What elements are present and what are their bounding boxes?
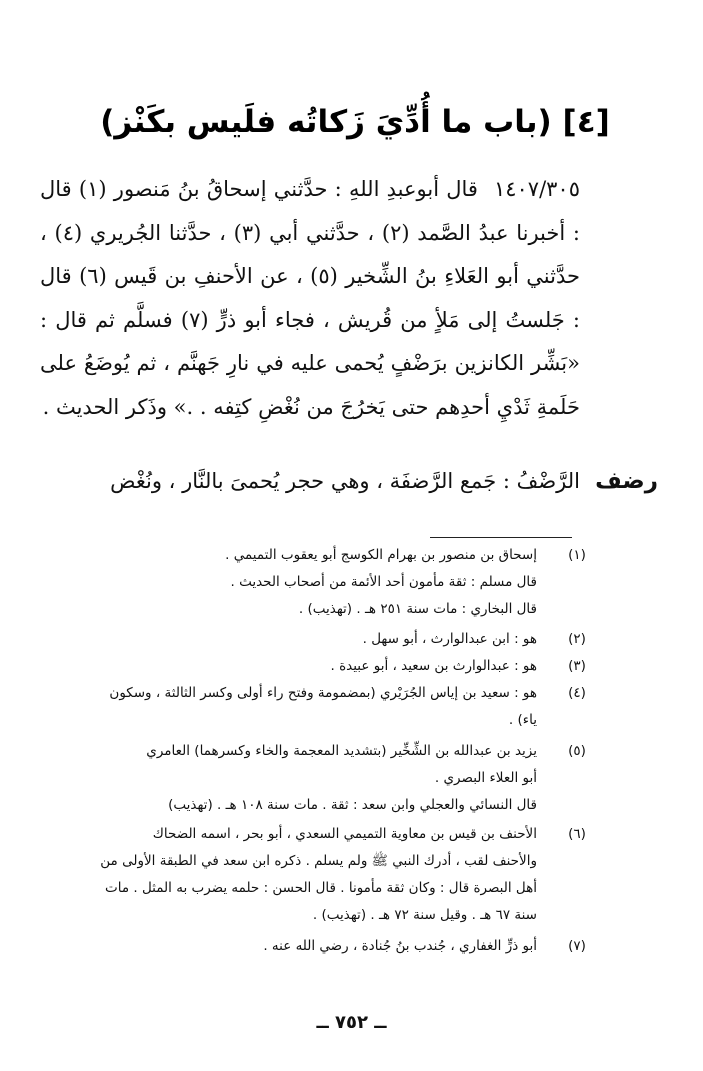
footnote-number: (٤): [568, 685, 586, 701]
footnote-6: [40, 821, 592, 929]
footnote-line: أهل البصرة قال : وكان ثقة مأمونا . قال الحسن : حلمه يضرب به المثل . مات: [105, 880, 537, 896]
footnote-line: والأحنف لقب ، أدرك النبي ﷺ ولم يسلم . ذكره ابن سعد في الطبقة الأولى من: [100, 853, 537, 869]
page-number: ــ ٧٥٢ ــ: [316, 1012, 387, 1033]
footnote-line: أبو العلاء البصري .: [434, 770, 537, 786]
footnote-2: [40, 626, 592, 653]
footnote-number: (٣): [568, 658, 586, 674]
footnote-number: (٥): [568, 743, 586, 759]
footnote-4: [40, 680, 592, 734]
footnote-line: إسحاق بن منصور بن بهرام الكوسج أبو يعقوب التميمي .: [225, 547, 537, 563]
footnote-number: (٢): [568, 631, 586, 647]
chapter-title: [٤] (باب ما أُدِّيَ زَكاتُه فلَيس بكَنْز): [100, 104, 610, 140]
footnote-line: سنة ٦٧ هـ . وقيل سنة ٧٢ هـ . (تهذيب) .: [312, 907, 537, 923]
footnote-line: هو : ابن عبدالوارث ، أبو سهل .: [362, 631, 537, 647]
hadith-body: [40, 168, 580, 429]
hadith-text: قال أبوعبدِ اللهِ : حدَّثني إسحاقُ بنُ مَنصور (١) قال : أخبرنا عبدُ الصَّمد (٢) ، حدَّثني أبي (٣) ، حدَّثنا الجُريري (٤) ، حدَّثني أبو العَلاءِ بنُ الشِّخير (٥) ، عن الأحنفِ بن قَيس (٦) قال : جَلستُ إلى مَلأٍ من قُريش ، فجاء أبو ذرٍّ (٧) فسلَّم ثم قال : «بَشِّر الكانزين برَضْفٍ يُحمى عليه في نارِ جَهنَّم ، ثم يُوضَعُ على حَلَمةِ ثَدْيِ أحدِهم حتى يَخرُجَ من نُغْضِ كتِفه . .» وذَكر الحديث .: [40, 177, 580, 419]
footnote-line: قال مسلم : ثقة مأمون أحد الأئمة من أصحاب الحديث .: [230, 574, 537, 590]
footnote-5: [40, 738, 592, 819]
footnote-line: الأحنف بن قيس بن معاوية التميمي السعدي ، أبو بحر ، اسمه الضحاك: [152, 826, 537, 842]
footnote-3: [40, 653, 592, 680]
footnote-line: هو : عبدالوارث بن سعيد ، أبو عبيدة .: [330, 658, 537, 674]
footnote-number: (٧): [568, 938, 586, 954]
margin-keyword: رضف: [595, 468, 658, 494]
footnote-separator: [430, 537, 572, 538]
footnote-7: [40, 933, 592, 960]
footnote-line: يزيد بن عبدالله بن الشِّخِّير (بتشديد المعجمة والخاء وكسرهما) العامري: [146, 743, 537, 759]
footnote-line: قال النسائي والعجلي وابن سعد : ثقة . مات سنة ١٠٨ هـ . (تهذيب): [168, 797, 537, 813]
footnotes: [40, 542, 592, 960]
keyword-definition: الرَّضْفُ : جَمع الرَّضفَة ، وهي حجر يُحمىَ بالنَّار ، ونُغْض: [110, 469, 580, 493]
footnote-line: ياء) .: [508, 712, 537, 728]
footnote-line: أبو ذرٍّ الغفاري ، جُندب بنُ جُنادة ، رضي الله عنه .: [263, 938, 537, 954]
hadith-paragraph: [40, 168, 580, 429]
footnote-number: (٦): [568, 826, 586, 842]
footnote-line: قال البخاري : مات سنة ٢٥١ هـ . (تهذيب) .: [298, 601, 537, 617]
footnote-1: [40, 542, 592, 623]
footnote-number: (١): [568, 547, 586, 563]
footnote-line: هو : سعيد بن إياس الجُرَيْري (بمضمومة وفتح راء أولى وكسر الثالثة ، وسكون: [109, 685, 537, 701]
hadith-number: ١٤٠٧/٣٠٥: [493, 177, 580, 201]
